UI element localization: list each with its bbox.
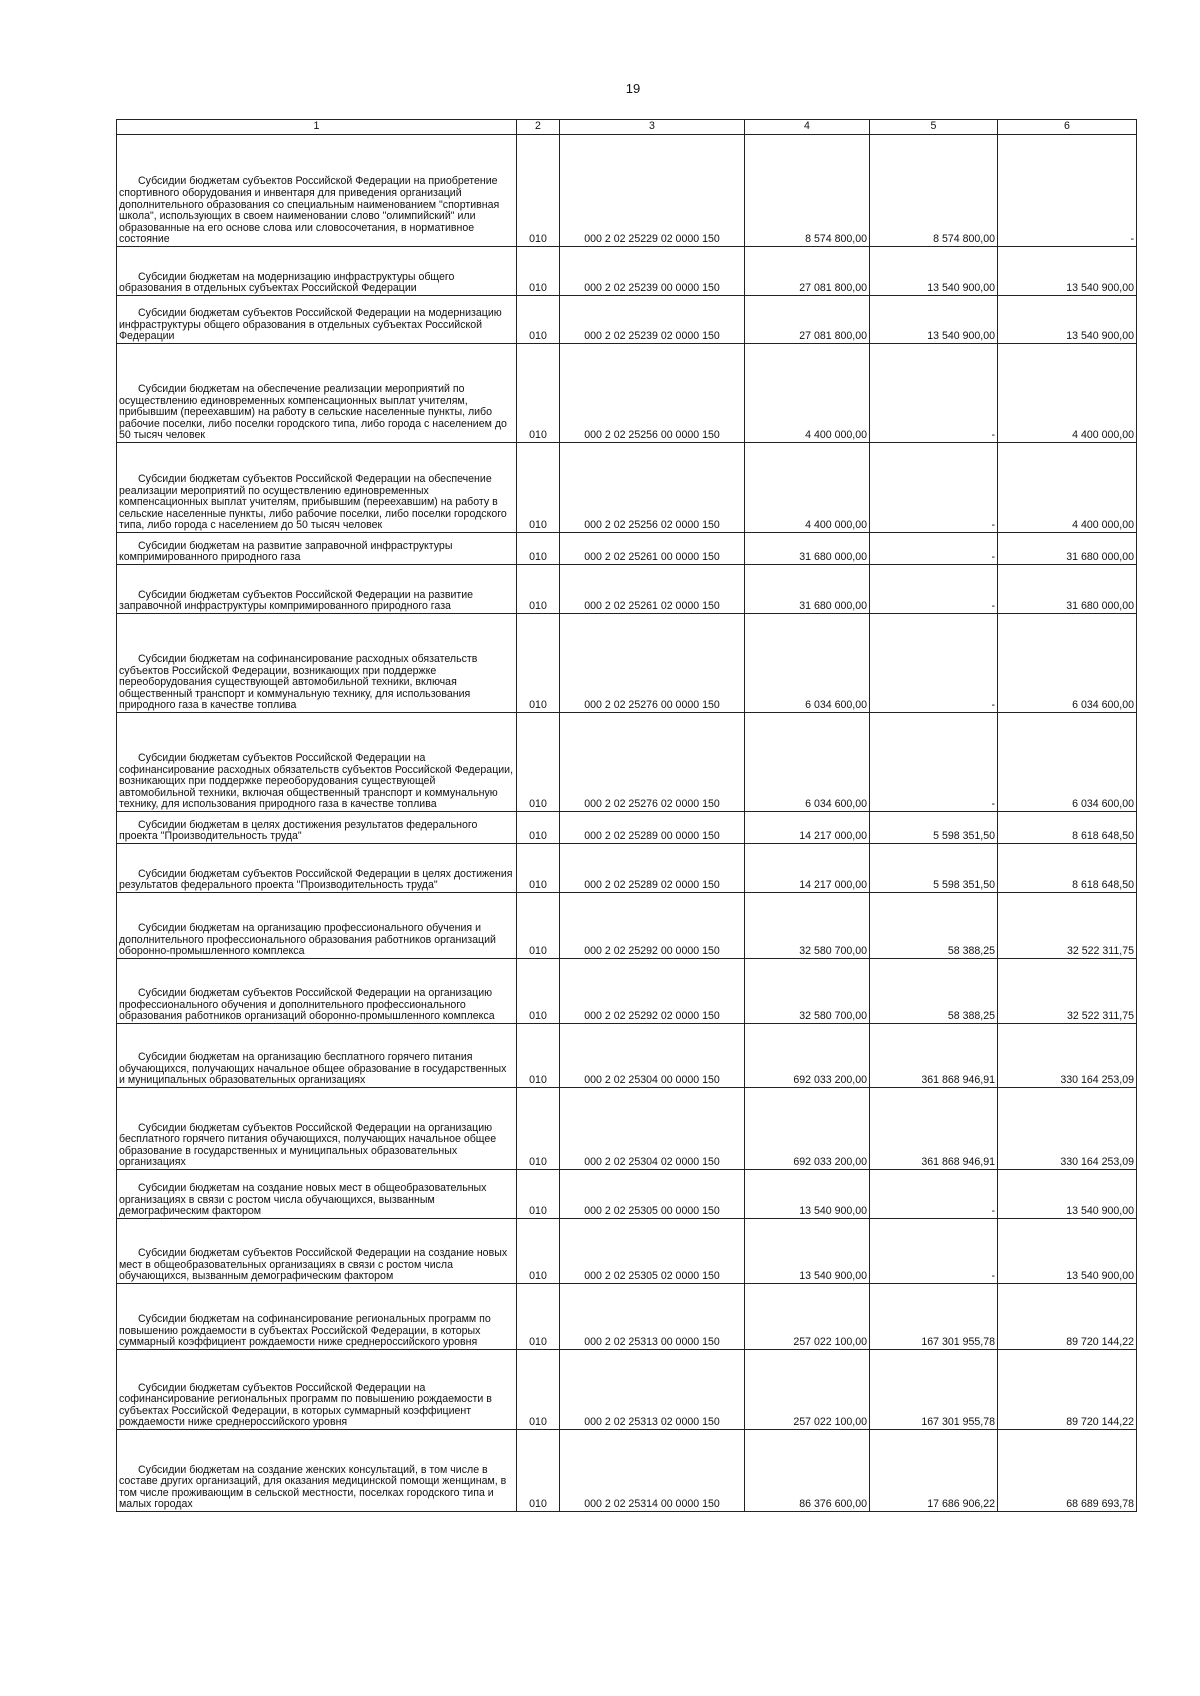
remaining-amount: 4 400 000,00 bbox=[998, 344, 1137, 443]
column-header-5: 5 bbox=[870, 120, 998, 135]
budget-table bbox=[116, 119, 1137, 1512]
table-body bbox=[117, 135, 1137, 1512]
table-row bbox=[117, 1430, 1137, 1512]
remaining-amount: 13 540 900,00 bbox=[998, 247, 1137, 296]
executed-amount: 167 301 955,78 bbox=[870, 1284, 998, 1350]
remaining-amount: 330 164 253,09 bbox=[998, 1088, 1137, 1170]
budget-classification-code: 000 2 02 25261 00 0000 150 bbox=[560, 533, 745, 565]
remaining-amount: 68 689 693,78 bbox=[998, 1430, 1137, 1512]
planned-amount: 257 022 100,00 bbox=[745, 1350, 870, 1430]
executed-amount: 17 686 906,22 bbox=[870, 1430, 998, 1512]
subsidy-description: Субсидии бюджетам на создание новых мест в общеобразовательных организациях в связи с ростом числа обучающихся, вызванным демографическим фактором bbox=[117, 1170, 517, 1219]
remaining-amount: 330 164 253,09 bbox=[998, 1024, 1137, 1088]
table-row bbox=[117, 959, 1137, 1024]
planned-amount: 32 580 700,00 bbox=[745, 959, 870, 1024]
planned-amount: 31 680 000,00 bbox=[745, 565, 870, 614]
remaining-amount: 6 034 600,00 bbox=[998, 614, 1137, 713]
executed-amount: - bbox=[870, 344, 998, 443]
admin-code: 010 bbox=[517, 247, 560, 296]
remaining-amount: 6 034 600,00 bbox=[998, 713, 1137, 812]
subsidy-description: Субсидии бюджетам на софинансирование расходных обязательств субъектов Российской Федерации, возникающих при поддержке переоборудования существующей автомобильной техники, включая общественный транспорт и коммунальную технику, для использования природного газа в качестве топлива bbox=[117, 614, 517, 713]
budget-classification-code: 000 2 02 25289 00 0000 150 bbox=[560, 812, 745, 844]
executed-amount: - bbox=[870, 565, 998, 614]
column-header-2: 2 bbox=[517, 120, 560, 135]
admin-code: 010 bbox=[517, 1219, 560, 1284]
table-row bbox=[117, 1024, 1137, 1088]
admin-code: 010 bbox=[517, 893, 560, 959]
remaining-amount: 8 618 648,50 bbox=[998, 812, 1137, 844]
subsidy-description: Субсидии бюджетам на софинансирование региональных программ по повышению рождаемости в субъектах Российской Федерации, в которых суммарный коэффициент рождаемости ниже среднероссийского уровня bbox=[117, 1284, 517, 1350]
table-row bbox=[117, 844, 1137, 893]
admin-code: 010 bbox=[517, 565, 560, 614]
budget-classification-code: 000 2 02 25314 00 0000 150 bbox=[560, 1430, 745, 1512]
admin-code: 010 bbox=[517, 533, 560, 565]
remaining-amount: 32 522 311,75 bbox=[998, 959, 1137, 1024]
executed-amount: - bbox=[870, 443, 998, 533]
subsidy-description: Субсидии бюджетам на обеспечение реализации мероприятий по осуществлению единовременных компенсационных выплат учителям, прибывшим (переехавшим) на работу в сельские населенные пункты, либо рабочие поселки, либо поселки городского типа, либо города с населением до 50 тысяч человек bbox=[117, 344, 517, 443]
planned-amount: 27 081 800,00 bbox=[745, 247, 870, 296]
planned-amount: 692 033 200,00 bbox=[745, 1088, 870, 1170]
planned-amount: 13 540 900,00 bbox=[745, 1219, 870, 1284]
admin-code: 010 bbox=[517, 1024, 560, 1088]
budget-classification-code: 000 2 02 25239 02 0000 150 bbox=[560, 296, 745, 344]
executed-amount: - bbox=[870, 614, 998, 713]
budget-classification-code: 000 2 02 25305 00 0000 150 bbox=[560, 1170, 745, 1219]
table-row bbox=[117, 1219, 1137, 1284]
executed-amount: - bbox=[870, 713, 998, 812]
planned-amount: 86 376 600,00 bbox=[745, 1430, 870, 1512]
table-row bbox=[117, 1170, 1137, 1219]
budget-classification-code: 000 2 02 25304 00 0000 150 bbox=[560, 1024, 745, 1088]
table-row bbox=[117, 533, 1137, 565]
subsidy-description: Субсидии бюджетам субъектов Российской Федерации на создание новых мест в общеобразовательных организациях в связи с ростом числа обучающихся, вызванным демографическим фактором bbox=[117, 1219, 517, 1284]
executed-amount: 13 540 900,00 bbox=[870, 296, 998, 344]
column-header-4: 4 bbox=[745, 120, 870, 135]
planned-amount: 257 022 100,00 bbox=[745, 1284, 870, 1350]
executed-amount: 167 301 955,78 bbox=[870, 1350, 998, 1430]
planned-amount: 4 400 000,00 bbox=[745, 344, 870, 443]
table-row bbox=[117, 296, 1137, 344]
admin-code: 010 bbox=[517, 844, 560, 893]
admin-code: 010 bbox=[517, 1284, 560, 1350]
planned-amount: 27 081 800,00 bbox=[745, 296, 870, 344]
admin-code: 010 bbox=[517, 812, 560, 844]
column-header-6: 6 bbox=[998, 120, 1137, 135]
planned-amount: 32 580 700,00 bbox=[745, 893, 870, 959]
planned-amount: 8 574 800,00 bbox=[745, 135, 870, 247]
subsidy-description: Субсидии бюджетам субъектов Российской Федерации на софинансирование расходных обязательств субъектов Российской Федерации, возникающих при поддержке переоборудования существующей автомобильной техники, включая общественный транспорт и коммунальную технику, для использования природного газа в качестве топлива bbox=[117, 713, 517, 812]
remaining-amount: 31 680 000,00 bbox=[998, 565, 1137, 614]
planned-amount: 31 680 000,00 bbox=[745, 533, 870, 565]
subsidy-description: Субсидии бюджетам субъектов Российской Федерации на приобретение спортивного оборудования и инвентаря для приведения организаций дополнительного образования со специальным наименованием "спортивная школа", использующих в своем наименовании слово "олимпийский" или образованные на его основе слова или словосочетания, в нормативное состояние bbox=[117, 135, 517, 247]
executed-amount: - bbox=[870, 1219, 998, 1284]
admin-code: 010 bbox=[517, 1430, 560, 1512]
budget-classification-code: 000 2 02 25256 02 0000 150 bbox=[560, 443, 745, 533]
executed-amount: 13 540 900,00 bbox=[870, 247, 998, 296]
subsidy-description: Субсидии бюджетам субъектов Российской Федерации на обеспечение реализации мероприятий по осуществлению единовременных компенсационных выплат учителям, прибывшим (переехавшим) на работу в сельские населенные пункты, либо рабочие поселки, либо поселки городского типа, либо города с населением до 50 тысяч человек bbox=[117, 443, 517, 533]
subsidy-description: Субсидии бюджетам на модернизацию инфраструктуры общего образования в отдельных субъектах Российской Федерации bbox=[117, 247, 517, 296]
budget-classification-code: 000 2 02 25256 00 0000 150 bbox=[560, 344, 745, 443]
subsidy-description: Субсидии бюджетам субъектов Российской Федерации на организацию профессионального обучения и дополнительного профессионального образования работников организаций оборонно-промышленного комплекса bbox=[117, 959, 517, 1024]
subsidy-description: Субсидии бюджетам субъектов Российской Федерации на развитие заправочной инфраструктуры компримированного природного газа bbox=[117, 565, 517, 614]
executed-amount: 8 574 800,00 bbox=[870, 135, 998, 247]
admin-code: 010 bbox=[517, 1088, 560, 1170]
budget-classification-code: 000 2 02 25276 02 0000 150 bbox=[560, 713, 745, 812]
admin-code: 010 bbox=[517, 1350, 560, 1430]
remaining-amount: 89 720 144,22 bbox=[998, 1284, 1137, 1350]
planned-amount: 6 034 600,00 bbox=[745, 614, 870, 713]
executed-amount: 361 868 946,91 bbox=[870, 1088, 998, 1170]
column-header-1: 1 bbox=[117, 120, 517, 135]
admin-code: 010 bbox=[517, 614, 560, 713]
table-row bbox=[117, 135, 1137, 247]
planned-amount: 13 540 900,00 bbox=[745, 1170, 870, 1219]
budget-classification-code: 000 2 02 25239 00 0000 150 bbox=[560, 247, 745, 296]
admin-code: 010 bbox=[517, 135, 560, 247]
subsidy-description: Субсидии бюджетам субъектов Российской Федерации на модернизацию инфраструктуры общего образования в отдельных субъектах Российской Федерации bbox=[117, 296, 517, 344]
table-row bbox=[117, 443, 1137, 533]
remaining-amount: 13 540 900,00 bbox=[998, 1170, 1137, 1219]
table-row bbox=[117, 344, 1137, 443]
budget-classification-code: 000 2 02 25289 02 0000 150 bbox=[560, 844, 745, 893]
remaining-amount: 13 540 900,00 bbox=[998, 296, 1137, 344]
table-row bbox=[117, 565, 1137, 614]
budget-classification-code: 000 2 02 25229 02 0000 150 bbox=[560, 135, 745, 247]
planned-amount: 6 034 600,00 bbox=[745, 713, 870, 812]
column-header-3: 3 bbox=[560, 120, 745, 135]
budget-classification-code: 000 2 02 25313 00 0000 150 bbox=[560, 1284, 745, 1350]
executed-amount: 361 868 946,91 bbox=[870, 1024, 998, 1088]
executed-amount: 58 388,25 bbox=[870, 893, 998, 959]
planned-amount: 692 033 200,00 bbox=[745, 1024, 870, 1088]
budget-classification-code: 000 2 02 25305 02 0000 150 bbox=[560, 1219, 745, 1284]
executed-amount: 58 388,25 bbox=[870, 959, 998, 1024]
budget-classification-code: 000 2 02 25292 00 0000 150 bbox=[560, 893, 745, 959]
table-row bbox=[117, 1088, 1137, 1170]
table-row bbox=[117, 812, 1137, 844]
remaining-amount: 4 400 000,00 bbox=[998, 443, 1137, 533]
page-number: 19 bbox=[625, 81, 641, 96]
budget-classification-code: 000 2 02 25304 02 0000 150 bbox=[560, 1088, 745, 1170]
budget-classification-code: 000 2 02 25261 02 0000 150 bbox=[560, 565, 745, 614]
table-row bbox=[117, 893, 1137, 959]
remaining-amount: 13 540 900,00 bbox=[998, 1219, 1137, 1284]
subsidy-description: Субсидии бюджетам на организацию профессионального обучения и дополнительного профессионального образования работников организаций оборонно-промышленного комплекса bbox=[117, 893, 517, 959]
remaining-amount: - bbox=[998, 135, 1137, 247]
subsidy-description: Субсидии бюджетам субъектов Российской Федерации на софинансирование региональных программ по повышению рождаемости в субъектах Российской Федерации, в которых суммарный коэффициент рождаемости ниже среднероссийского уровня bbox=[117, 1350, 517, 1430]
remaining-amount: 32 522 311,75 bbox=[998, 893, 1137, 959]
table-row bbox=[117, 614, 1137, 713]
subsidy-description: Субсидии бюджетам в целях достижения результатов федерального проекта "Производительность труда" bbox=[117, 812, 517, 844]
table-row bbox=[117, 247, 1137, 296]
planned-amount: 14 217 000,00 bbox=[745, 812, 870, 844]
remaining-amount: 89 720 144,22 bbox=[998, 1350, 1137, 1430]
admin-code: 010 bbox=[517, 713, 560, 812]
executed-amount: - bbox=[870, 1170, 998, 1219]
planned-amount: 4 400 000,00 bbox=[745, 443, 870, 533]
remaining-amount: 31 680 000,00 bbox=[998, 533, 1137, 565]
admin-code: 010 bbox=[517, 296, 560, 344]
admin-code: 010 bbox=[517, 1170, 560, 1219]
table-row bbox=[117, 1350, 1137, 1430]
subsidy-description: Субсидии бюджетам субъектов Российской Федерации на организацию бесплатного горячего питания обучающихся, получающих начальное общее образование в государственных и муниципальных образовательных организациях bbox=[117, 1088, 517, 1170]
budget-classification-code: 000 2 02 25276 00 0000 150 bbox=[560, 614, 745, 713]
budget-classification-code: 000 2 02 25292 02 0000 150 bbox=[560, 959, 745, 1024]
budget-classification-code: 000 2 02 25313 02 0000 150 bbox=[560, 1350, 745, 1430]
admin-code: 010 bbox=[517, 959, 560, 1024]
table-row bbox=[117, 1284, 1137, 1350]
planned-amount: 14 217 000,00 bbox=[745, 844, 870, 893]
subsidy-description: Субсидии бюджетам на развитие заправочной инфраструктуры компримированного природного газа bbox=[117, 533, 517, 565]
executed-amount: 5 598 351,50 bbox=[870, 812, 998, 844]
executed-amount: 5 598 351,50 bbox=[870, 844, 998, 893]
admin-code: 010 bbox=[517, 443, 560, 533]
table-row bbox=[117, 713, 1137, 812]
remaining-amount: 8 618 648,50 bbox=[998, 844, 1137, 893]
subsidy-description: Субсидии бюджетам на организацию бесплатного горячего питания обучающихся, получающих начальное общее образование в государственных и муниципальных образовательных организациях bbox=[117, 1024, 517, 1088]
admin-code: 010 bbox=[517, 344, 560, 443]
subsidy-description: Субсидии бюджетам на создание женских консультаций, в том числе в составе других организаций, для оказания медицинской помощи женщинам, в том числе проживающим в сельской местности, поселках городского типа и малых городах bbox=[117, 1430, 517, 1512]
header-row bbox=[117, 120, 1137, 135]
executed-amount: - bbox=[870, 533, 998, 565]
subsidy-description: Субсидии бюджетам субъектов Российской Федерации в целях достижения результатов федерального проекта "Производительность труда" bbox=[117, 844, 517, 893]
